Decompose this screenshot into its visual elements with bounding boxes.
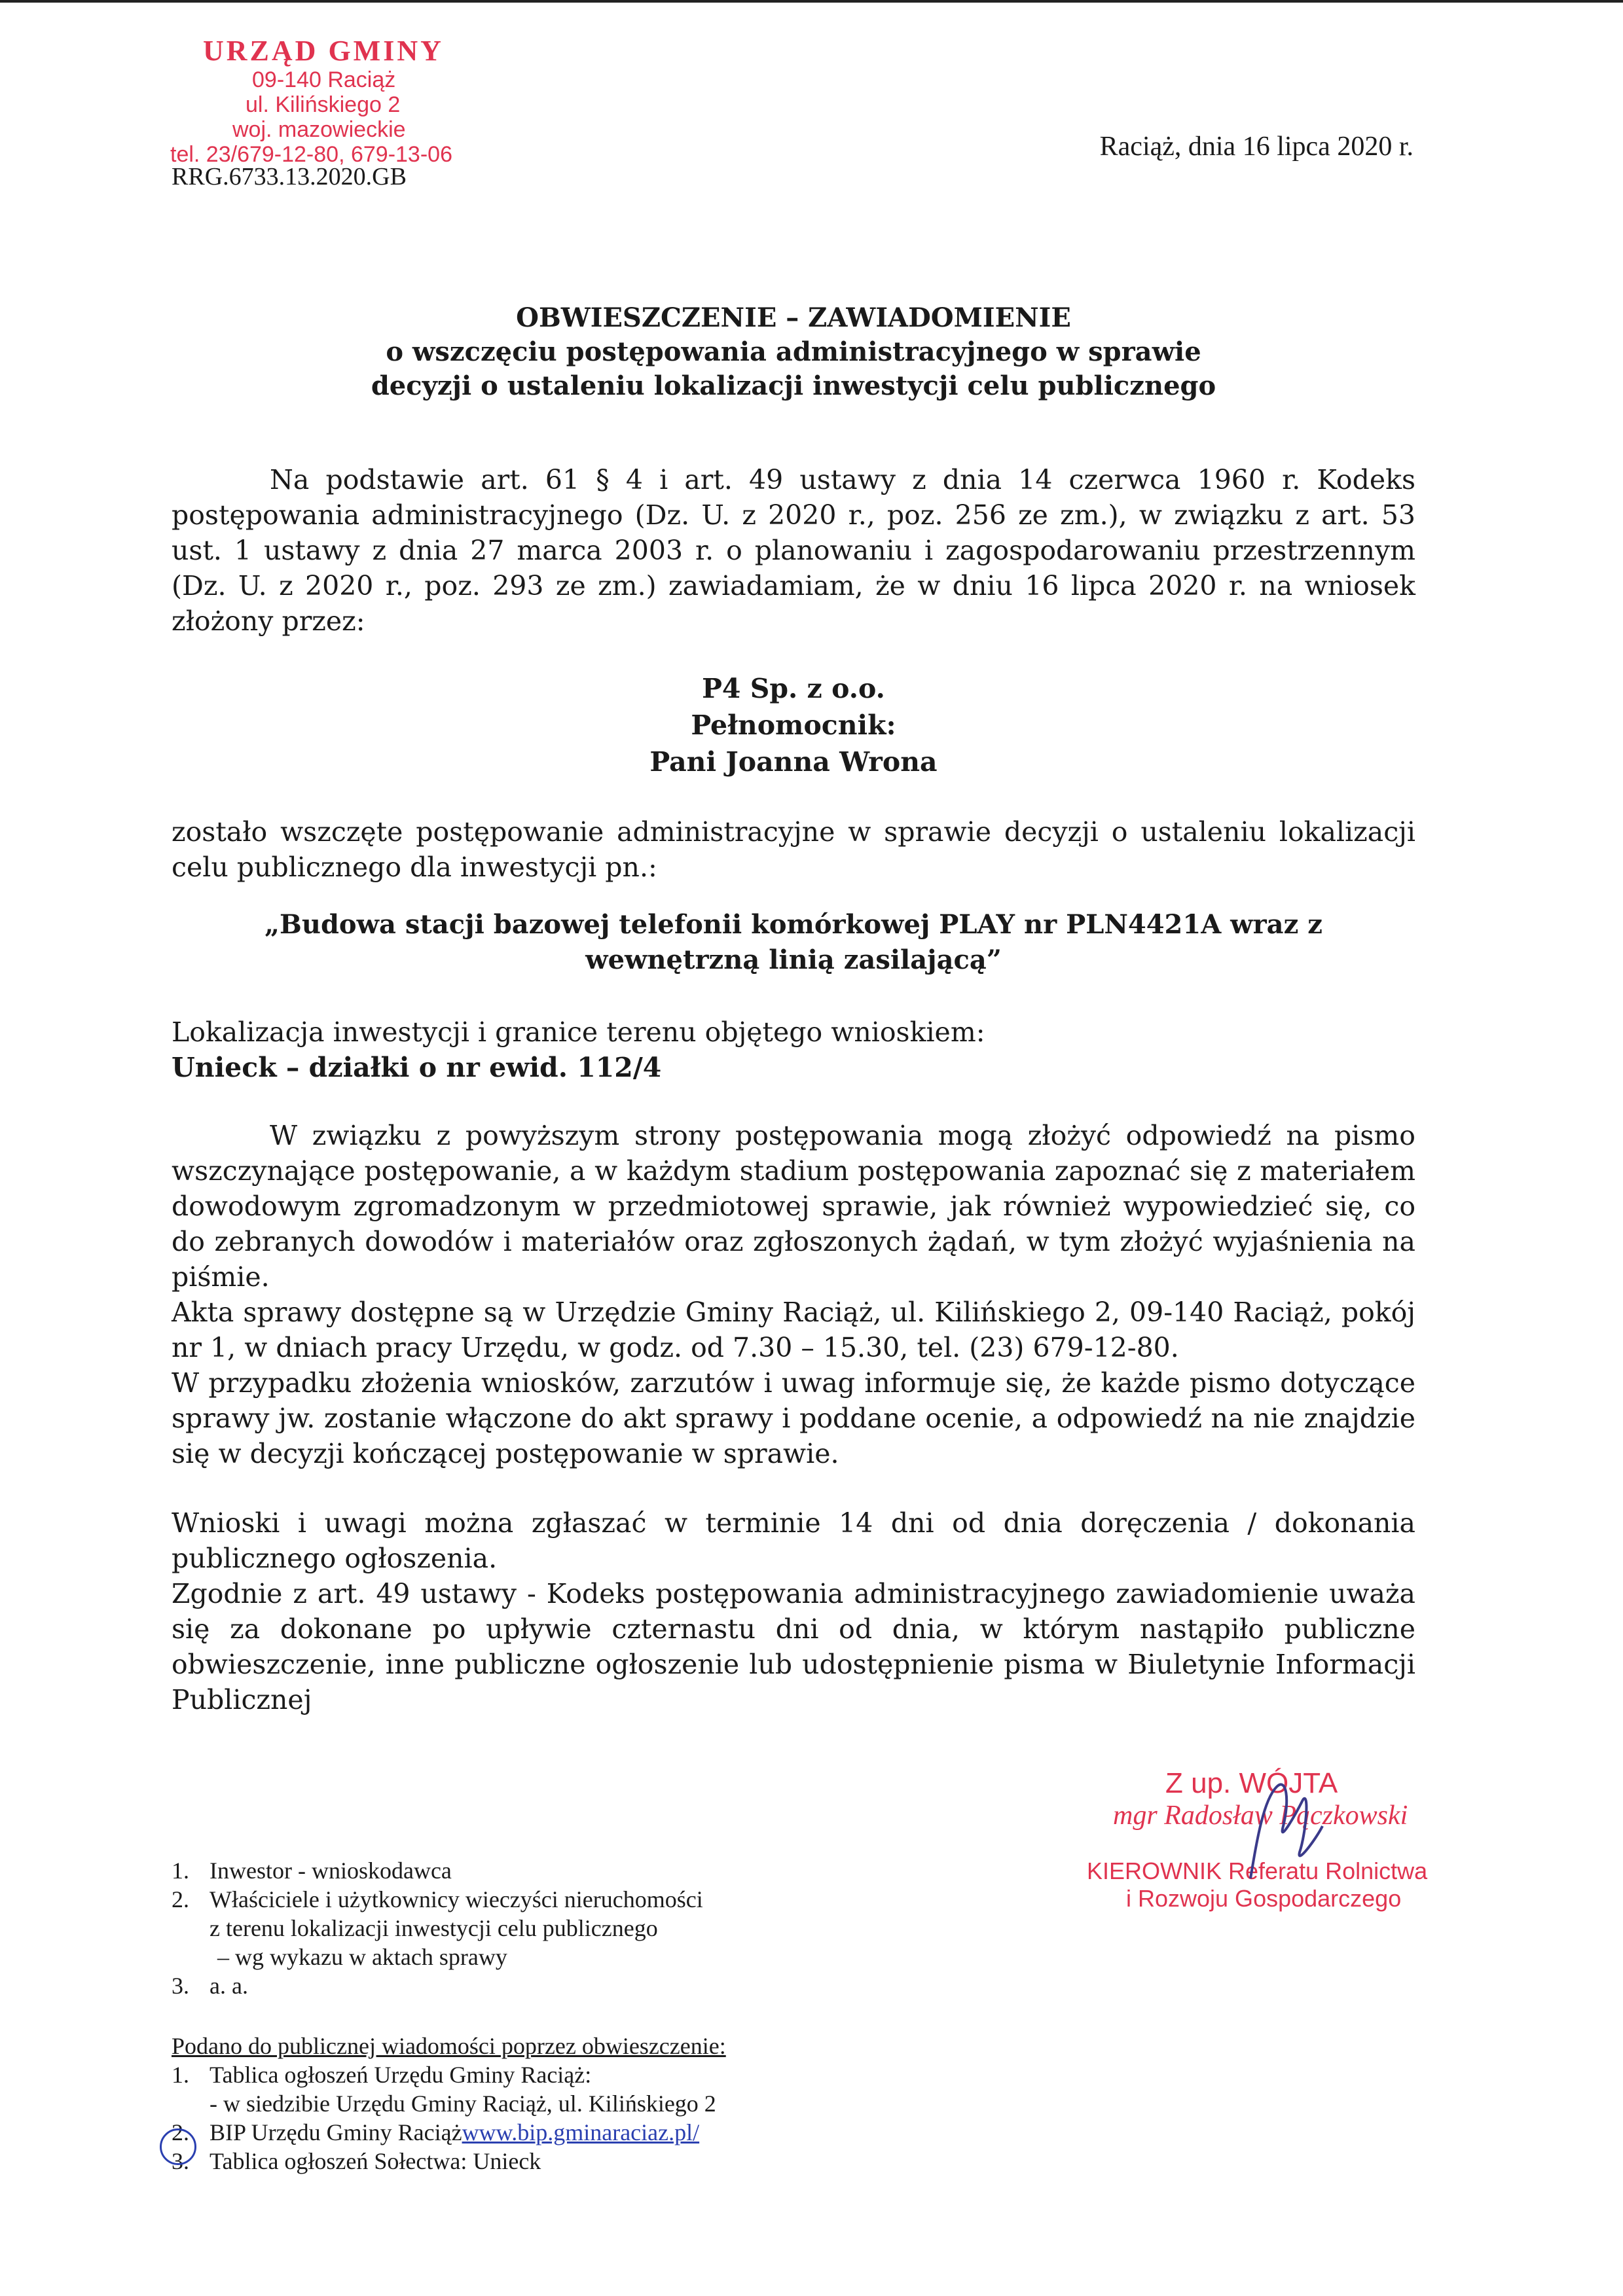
publication-list	[172, 2032, 726, 2176]
list-item-continuation: - w siedzibie Urzędu Gminy Raciąż, ul. Kilińskiego 2	[210, 2090, 716, 2117]
office-stamp	[170, 34, 511, 167]
publication-title: Podano do publicznej wiadomości poprzez obwieszczenie:	[172, 2033, 726, 2059]
body-paragraph-1: W związku z powyższym strony postępowania mogą złożyć odpowiedź na pismo wszczynające postępowanie, a w każdym stadium postępowania zapoznać się z materiałem dowodowym zgromadzonym w przedmiotowej sprawie, jak również wypowiedzieć się, co do zebranych dowodów i materiałów oraz zgłoszonych żądań, w tym złożyć wyjaśnienia na piśmie.	[172, 1120, 1415, 1293]
proxy-label: Pełnomocnik:	[691, 709, 896, 741]
location-label: Lokalizacja inwestycji i granice terenu objętego wnioskiem:	[172, 1016, 985, 1048]
list-item: 2. Właściciele i użytkownicy wieczyści nieruchomości	[172, 1886, 703, 1912]
scan-top-edge	[0, 0, 1623, 3]
stamp-postcode: 09-140 Raciąż	[252, 67, 396, 92]
stamp-voivodeship: woj. mazowieckie	[232, 117, 406, 142]
list-item: 1. Inwestor - wnioskodawca	[172, 1857, 452, 1884]
bip-link[interactable]: www.bip.gminaraciaz.pl/	[462, 2119, 700, 2145]
list-item-continuation: z terenu lokalizacji inwestycji celu publicznego	[210, 1915, 658, 1941]
body-paragraph-4: Wnioski i uwagi można zgłaszać w terminie 14 dni od dnia doręczenia / dokonania publicznego ogłoszenia.	[172, 1507, 1415, 1574]
handwritten-circle-mark	[160, 2128, 196, 2165]
signature-stamp	[1087, 1767, 1480, 1912]
body-paragraph-3: W przypadku złożenia wniosków, zarzutów i uwag informuje się, że każde pismo dotyczące sprawy jw. zostanie włączone do akt sprawy i poddane ocenie, a odpowiedź na nie znajdzie się w decyzji kończącej postępowanie w sprawie.	[172, 1367, 1415, 1469]
list-item: 3. Tablica ogłoszeń Sołectwa: Unieck	[172, 2148, 541, 2174]
proxy-name: Pani Joanna Wrona	[649, 746, 938, 778]
signature-for: Z up. WÓJTA	[1165, 1767, 1338, 1799]
project-name	[172, 907, 1415, 978]
project-line-2: wewnętrzną linią zasilającą”	[585, 944, 1002, 975]
stamp-title: URZĄD GMINY	[203, 35, 444, 67]
document-date: Raciąż, dnia 16 lipca 2020 r.	[1099, 132, 1413, 162]
applicant-block	[172, 670, 1415, 780]
recipients-list	[172, 1856, 703, 2000]
heading-line-2: o wszczęciu postępowania administracyjnego w sprawie	[386, 336, 1201, 367]
project-line-1: „Budowa stacji bazowej telefonii komórkowej PLAY nr PLN4421A wraz z	[264, 909, 1322, 940]
list-item: 1. Tablica ogłoszeń Urzędu Gminy Raciąż:	[172, 2062, 592, 2088]
heading-line-1: OBWIESZCZENIE – ZAWIADOMIENIE	[516, 302, 1071, 333]
reference-number: RRG.6733.13.2020.GB	[172, 163, 407, 190]
intro-paragraph: Na podstawie art. 61 § 4 i art. 49 ustawy z dnia 14 czerwca 1960 r. Kodeks postępowania administracyjnego (Dz. U. z 2020 r., poz. 256 ze zm.), w związku z art. 53 ust. 1 ustawy z dnia 27 marca 2003 r. o planowaniu i zagospodarowaniu przestrzennym (Dz. U. z 2020 r., poz. 293 ze zm.) zawiadamiam, że w dniu 16 lipca 2020 r. na wniosek złożony przez:	[172, 464, 1415, 637]
list-item: 3. a. a.	[172, 1973, 248, 1999]
initiation-paragraph: zostało wszczęte postępowanie administracyjne w sprawie decyzji o ustaleniu lokalizacji celu publicznego dla inwestycji pn.:	[172, 816, 1415, 883]
signature-role-2: i Rozwoju Gospodarczego	[1126, 1885, 1402, 1912]
signature-role-1: KIEROWNIK Referatu Rolnictwa	[1087, 1857, 1428, 1884]
location-value: Unieck – działki o nr ewid. 112/4	[172, 1052, 662, 1083]
heading-line-3: decyzji o ustaleniu lokalizacji inwestycji celu publicznego	[371, 370, 1216, 401]
signature-name: mgr Radosław Pączkowski	[1113, 1801, 1408, 1831]
applicant-company: P4 Sp. z o.o.	[702, 673, 885, 704]
handwritten-signature	[1237, 1774, 1329, 1885]
stamp-phone: tel. 23/679-12-80, 679-13-06	[170, 142, 452, 167]
location-block	[172, 1014, 1415, 1085]
body-paragraph-2: Akta sprawy dostępne są w Urzędzie Gminy Raciąż, ul. Kilińskiego 2, 09-140 Raciąż, pokój nr 1, w dniach pracy Urzędu, w godz. od 7.30 – 15.30, tel. (23) 679-12-80.	[172, 1297, 1415, 1363]
list-item: 2. BIP Urzędu Gminy Raciąż www.bip.gminaraciaz.pl/	[172, 2119, 700, 2145]
document-heading	[172, 301, 1415, 403]
body-paragraph-5: Zgodnie z art. 49 ustawy - Kodeks postępowania administracyjnego zawiadomienie uważa się za dokonane po upływie czternastu dni od dnia, w którym nastąpiło publiczne obwieszczenie, inne publiczne ogłoszenie lub udostępnienie pisma w Biuletynie Informacji Publicznej	[172, 1578, 1415, 1715]
stamp-street: ul. Kilińskiego 2	[246, 92, 401, 117]
list-item-continuation: – wg wykazu w aktach sprawy	[217, 1944, 507, 1970]
